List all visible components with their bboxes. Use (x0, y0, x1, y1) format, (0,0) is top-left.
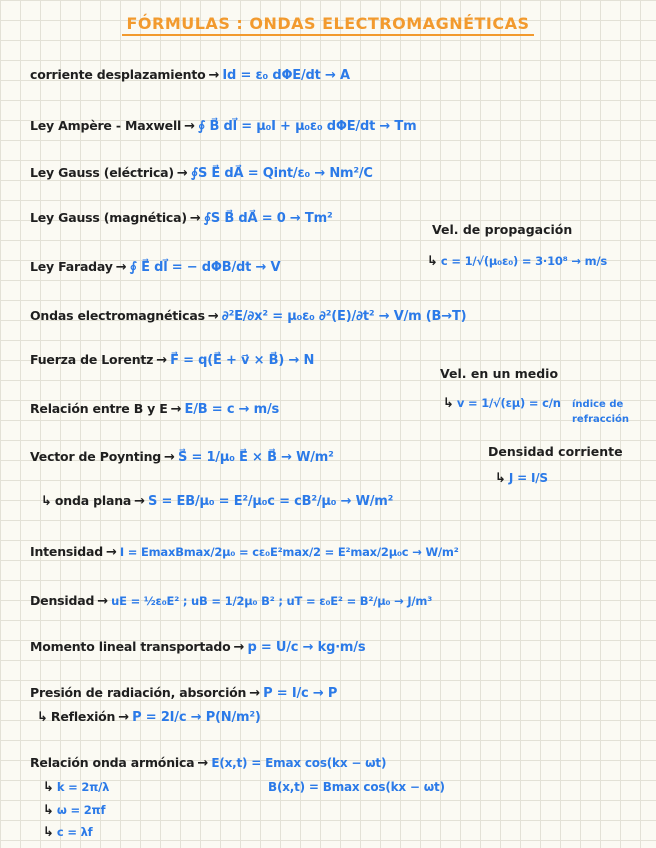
formula-label: corriente desplazamiento (30, 67, 206, 82)
formula-label: Relación entre B y E (30, 401, 168, 416)
definition-item (40, 776, 109, 795)
arrow-icon: → (184, 119, 196, 134)
note-propagation-velocity-label: Vel. de propagación (432, 222, 573, 237)
formula-label: Momento lineal transportado (30, 639, 231, 654)
definition-omega: ω = 2πf (56, 803, 106, 817)
formula-expression: ∮ E⃗ dl⃗ = − dΦB/dt → V (129, 260, 281, 275)
formula-row (30, 207, 332, 226)
formula-row (30, 752, 386, 771)
note-current-density (492, 467, 548, 486)
formula-row (30, 349, 314, 368)
formula-expression: v = 1/√(εμ) = c/n (456, 396, 561, 410)
formula-expression: J = I/S (508, 471, 548, 485)
formula-row (34, 706, 261, 725)
arrow-icon: → (115, 260, 127, 275)
note-medium-velocity-label: Vel. en un medio (440, 366, 559, 381)
arrow-icon: → (197, 756, 209, 771)
formula-expression: p = U/c → kg·m/s (247, 640, 366, 655)
formula-expression: F⃗ = q(E⃗ + v⃗ × B⃗) → N (170, 353, 315, 368)
formula-expression: Id = ε₀ dΦE/dt → A (222, 68, 350, 83)
formula-row (30, 256, 280, 275)
formula-label: onda plana (54, 493, 132, 508)
arrow-icon: → (164, 450, 175, 465)
formula-row (38, 490, 393, 509)
formula-expression: S = EB/μ₀ = E²/μ₀c = cB²/μ₀ → W/m² (148, 494, 394, 509)
note-medium-velocity (440, 392, 561, 411)
arrow-icon: → (189, 211, 201, 226)
formula-label: Vector de Poynting (30, 449, 162, 464)
formula-row (30, 590, 432, 609)
formula-expression: E/B = c → m/s (184, 402, 280, 417)
definition-item (40, 799, 105, 818)
formula-row (30, 64, 350, 83)
note-current-density-label: Densidad corriente (488, 444, 623, 459)
arrow-icon: → (134, 494, 146, 509)
definition-k: k = 2π/λ (56, 780, 110, 794)
formula-expression: P = I/c → P (263, 686, 338, 701)
formula-label: Reflexión (50, 709, 116, 724)
formula-label: Relación onda armónica (30, 755, 195, 770)
formula-label: Ondas electromagnéticas (30, 308, 205, 323)
arrow-icon: → (105, 545, 117, 560)
formula-row (30, 682, 337, 701)
arrow-icon: → (233, 640, 245, 655)
definition-c: c = λf (56, 825, 93, 839)
definition-item (40, 821, 92, 840)
formula-expression: c = 1/√(μ₀ε₀) = 3·10⁸ → m/s (440, 254, 608, 268)
formula-row (30, 446, 334, 465)
formula-row (268, 776, 445, 795)
arrow-icon: → (170, 402, 182, 417)
formula-expression: uE = ½ε₀E² ; uB = 1/2μ₀ B² ; uT = ε₀E² = B²/μ₀ → J/m³ (111, 594, 433, 608)
formula-expression: ∮ B⃗ dl⃗ = μ₀I + μ₀ε₀ dΦE/dt → Tm (198, 119, 417, 134)
page-title: FÓRMULAS : ONDAS ELECTROMAGNÉTICAS (0, 14, 656, 33)
corner-arrow-icon: ↳ (43, 803, 54, 818)
formula-expression: I = EmaxBmax/2μ₀ = cε₀E²max/2 = E²max/2μ₀c → W/m² (119, 545, 459, 559)
formula-label: Ley Gauss (magnética) (30, 210, 187, 225)
arrow-icon: → (97, 594, 109, 609)
formula-row (30, 541, 459, 560)
formula-label: Presión de radiación, absorción (30, 685, 247, 700)
corner-arrow-icon: ↳ (43, 825, 54, 840)
formula-expression: S⃗ = 1/μ₀ E⃗ × B⃗ → W/m² (177, 450, 334, 465)
formula-row (30, 398, 279, 417)
corner-arrow-icon: ↳ (37, 710, 48, 725)
formula-row (30, 305, 466, 324)
formula-label: Ley Gauss (eléctrica) (30, 165, 174, 180)
arrow-icon: → (208, 68, 220, 83)
formula-label: Densidad (30, 593, 95, 608)
arrow-icon: → (176, 166, 188, 181)
arrow-icon: → (156, 353, 168, 368)
curved-arrow-icon: ↳ (427, 254, 438, 269)
arrow-icon: → (249, 686, 261, 701)
arrow-icon: → (207, 309, 219, 324)
formula-label: Ley Ampère - Maxwell (30, 118, 182, 133)
corner-arrow-icon: ↳ (495, 471, 506, 486)
formula-label: Intensidad (30, 544, 103, 559)
formula-expression: ∮S B⃗ dA⃗ = 0 → Tm² (203, 211, 333, 226)
formula-expression: E(x,t) = Emax cos(kx − ωt) (211, 756, 387, 770)
formula-expression: B(x,t) = Bmax cos(kx − ωt) (268, 780, 445, 794)
note-propagation-velocity (424, 250, 607, 269)
formula-expression: ∮S E⃗ dA⃗ = Qint/ε₀ → Nm²/C (190, 166, 373, 181)
corner-arrow-icon: ↳ (443, 396, 454, 411)
formula-row (30, 115, 416, 134)
note-refraction-index: índice de refracción (572, 399, 630, 425)
formula-label: Ley Faraday (30, 259, 113, 274)
formula-expression: ∂²E/∂x² = μ₀ε₀ ∂²(E)/∂t² → V/m (B→T) (221, 309, 467, 324)
formula-label: Fuerza de Lorentz (30, 352, 154, 367)
formula-expression: P = 2I/c → P(N/m²) (132, 710, 261, 725)
arrow-icon: → (118, 710, 130, 725)
formula-row (30, 636, 365, 655)
corner-arrow-icon: ↳ (43, 780, 54, 795)
corner-arrow-icon: ↳ (41, 494, 52, 509)
formula-row (30, 162, 373, 181)
